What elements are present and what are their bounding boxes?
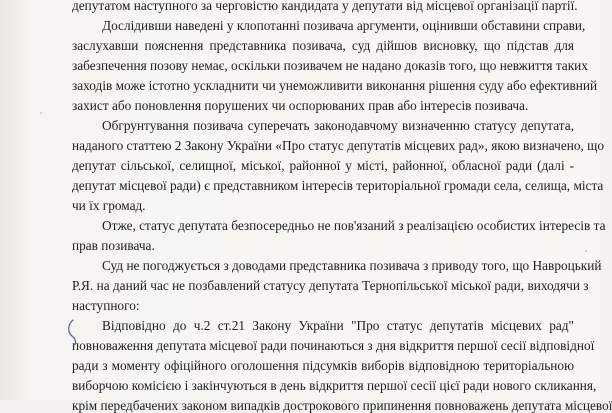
text-line: заходів може істотно ускладнити чи унеможливити виконання рішення суду або ефективний — [72, 78, 598, 93]
text-line: Суд не погоджується з доводами представника позивача з приводу того, що Навроцький — [102, 258, 602, 273]
pen-mark-icon — [64, 318, 82, 348]
text-line: депутат сільської, селищної, міської, районної у місті, районної, обласної ради (далі - — [72, 158, 574, 173]
text-line: депутат місцевої ради) є представником інтересів територіальної громади села, селища, міста — [72, 178, 604, 193]
text-line: заслухавши пояснення представника позивача, суд дійшов висновку, що підстав для — [72, 38, 574, 53]
text-line: виборчою комісією і закінчуються в день відкриття першої сесії цієї ради нового скликання, — [72, 378, 597, 393]
text-line: Р.Я. на даний час не позбавлений статусу депутата Тернопільської міської ради, виходячи з — [72, 278, 589, 293]
text-line: крім передбачених законом випадків дострокового припинення повноважень депутата місцевої — [72, 398, 612, 413]
text-line: Обгрунтування позивача суперечать законодавчому визначенню статусу депутата, — [102, 118, 574, 133]
scan-speck — [40, 112, 42, 114]
text-line: Отже, статус депутата безпосередньо не пов'язаний з реалізацією особистих інтересів та — [102, 218, 606, 233]
text-line: Відповідно до ч.2 ст.21 Закону України "Про статус депутатів місцевих рад" — [102, 318, 574, 333]
text-line: ради з моменту офіційного оголошення підсумків виборів відповідною територіальною — [72, 358, 574, 373]
text-line: наданого статтею 2 Закону України «Про статус депутатів місцевих рад», якою визначено, що — [72, 138, 605, 153]
text-line: наступного: — [72, 298, 140, 313]
text-line: прав позивача. — [72, 238, 155, 253]
text-line: забезпечення позову немає, оскільки позивачем не надано доказів того, що невжиття таких — [72, 58, 588, 73]
text-line: депутатом наступного за черговістю кандидата у депутати від місцевої організації партії. — [72, 0, 578, 13]
text-line: Дослідивши наведені у клопотанні позивача аргументи, оцінивши обставини справи, — [102, 18, 586, 33]
scan-speck — [585, 250, 587, 252]
text-line: чи їх громад. — [72, 198, 146, 213]
text-line: захист або поновлення порушених чи оспорюваних прав або інтересів позивача. — [72, 98, 529, 113]
text-line: повноваження депутата місцевої ради починаються з дня відкриття першої сесії відповідної — [72, 338, 595, 353]
